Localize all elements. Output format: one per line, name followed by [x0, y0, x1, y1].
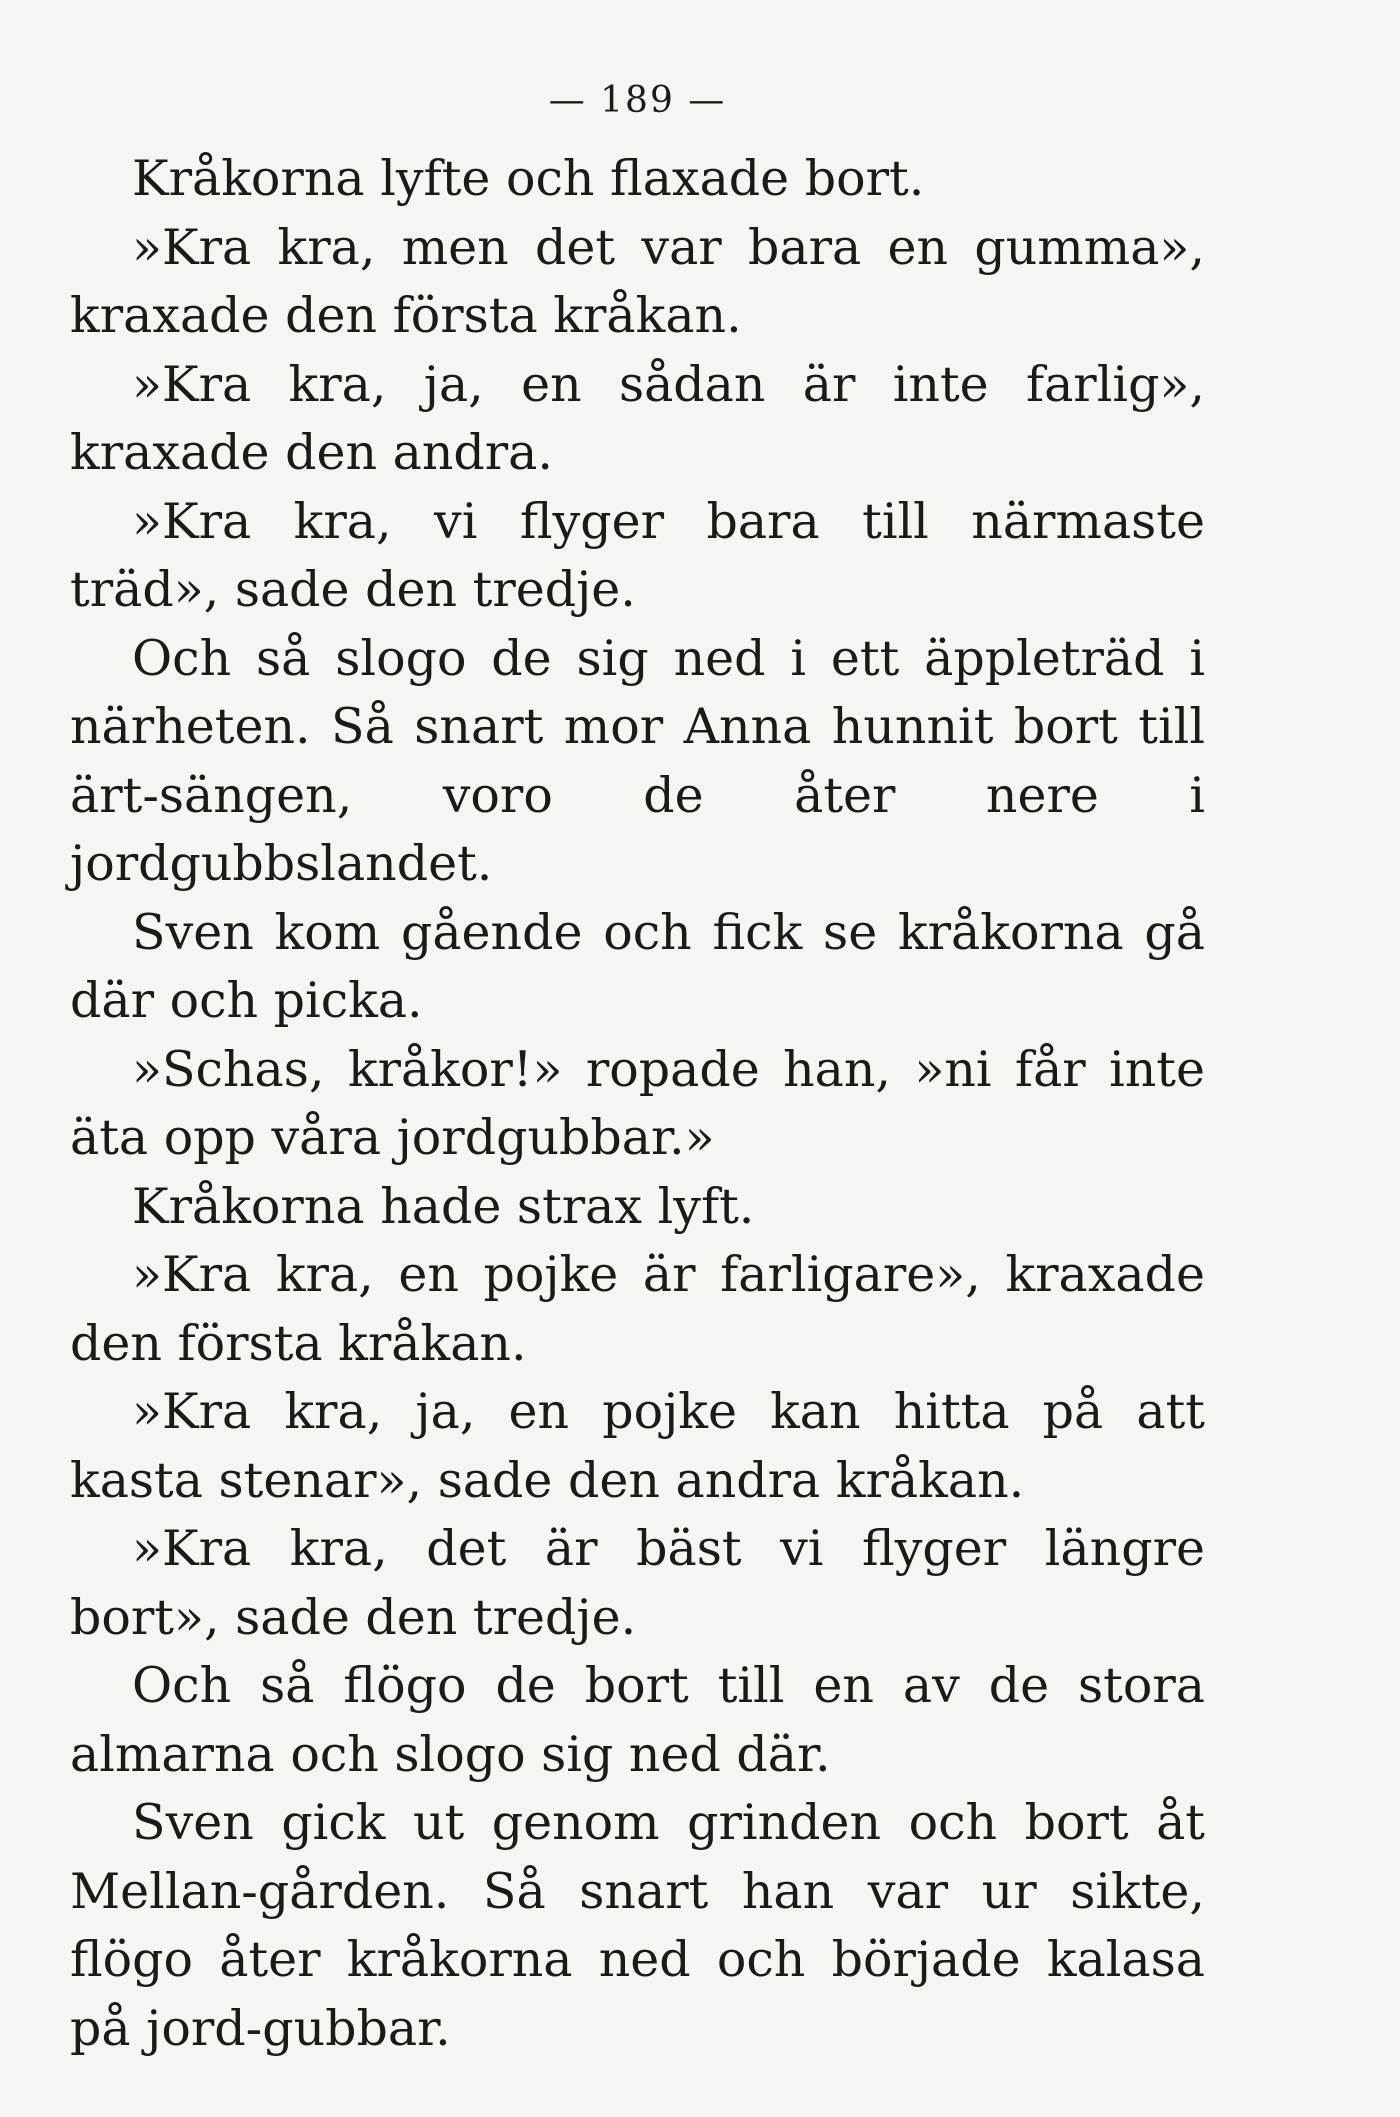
paragraph: »Kra kra, vi flyger bara till närmaste träd», sade den tredje. — [70, 492, 1205, 618]
body-text — [70, 145, 1205, 2063]
paragraph: »Kra kra, ja, en pojke kan hitta på att kasta stenar», sade den andra kråkan. — [70, 1383, 1205, 1509]
paragraph: Och så flögo de bort till en av de stora almarna och slogo sig ned där. — [70, 1657, 1205, 1783]
paragraph: Kråkorna hade strax lyft. — [132, 1177, 755, 1235]
paragraph: »Schas, kråkor!» ropade han, »ni får inte äta opp våra jordgubbar.» — [70, 1040, 1205, 1166]
paragraph: Kråkorna lyfte och flaxade bort. — [132, 150, 925, 207]
paragraph: Sven kom gående och fick se kråkorna gå där och picka. — [70, 903, 1205, 1029]
paragraph: »Kra kra, men det var bara en gumma», kraxade den första kråkan. — [70, 218, 1205, 344]
page-number: — 189 — — [548, 80, 727, 121]
paragraph: Och så slogo de sig ned i ett äppleträd i närheten. Så snart mor Anna hunnit bort till ärt-sängen, voro de åter nere i jordgubbslandet. — [70, 629, 1205, 892]
paragraph: »Kra kra, en pojke är farligare», kraxade den första kråkan. — [70, 1246, 1205, 1372]
paragraph: »Kra kra, det är bäst vi flyger längre bort», sade den tredje. — [70, 1520, 1205, 1646]
paragraph: Sven gick ut genom grinden och bort åt Mellan-gården. Så snart han var ur sikte, flögo åter kråkorna ned och började kalasa på jord-gubbar. — [70, 1794, 1205, 2057]
paragraph: »Kra kra, ja, en sådan är inte farlig», kraxade den andra. — [70, 355, 1205, 481]
